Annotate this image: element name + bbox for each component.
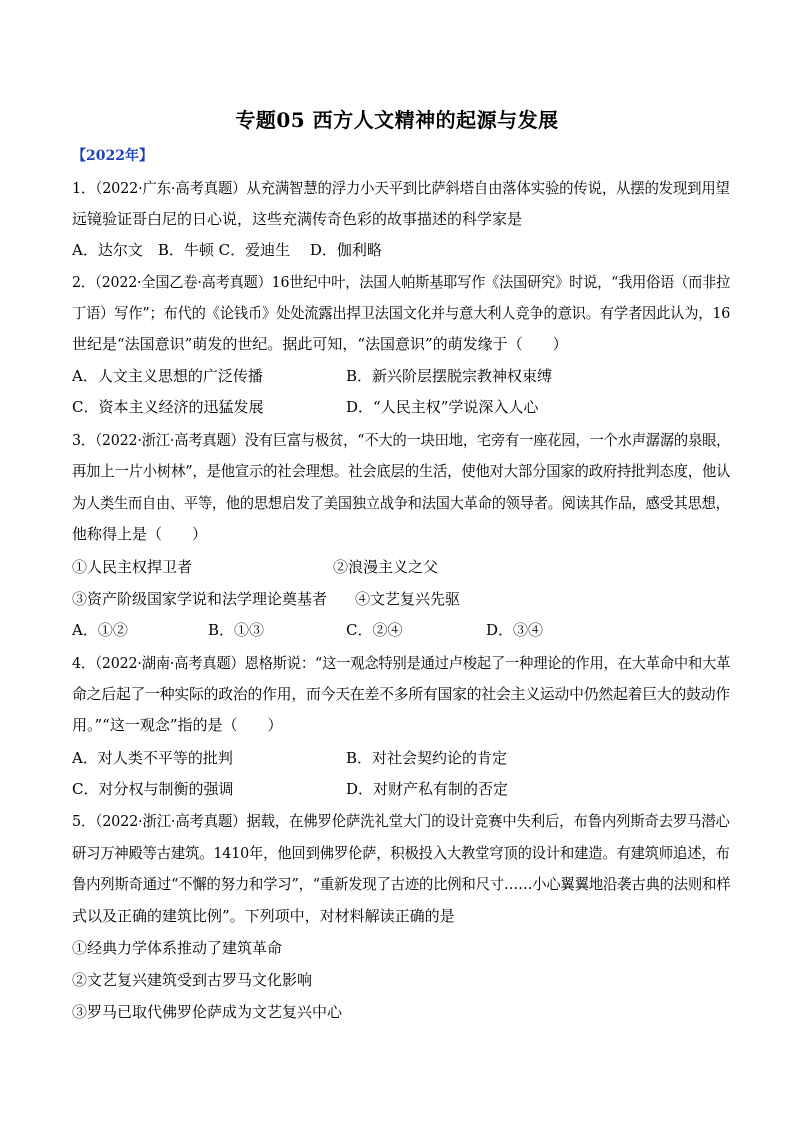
- question-2-text: 2．（2022·全国乙卷·高考真题）16世纪中叶，法国人帕斯基耶写作《法国研究》时说，“我用俗语（而非拉: [72, 273, 731, 291]
- question-4-option-b: B．对社会契约论的肯定: [346, 749, 508, 767]
- question-3-item-4: ④文艺复兴先驱: [355, 590, 461, 608]
- question-4-text: 用。”“这一观念”指的是（ ）: [72, 716, 283, 734]
- question-5-item-1: ①经典力学体系推动了建筑革命: [72, 939, 283, 957]
- question-3-item-1: ①人民主权捍卫者: [72, 558, 193, 576]
- question-3-option-d: D．③④: [486, 621, 544, 639]
- question-3-item-2: ②浪漫主义之父: [333, 558, 439, 576]
- question-2-text: 世纪是“法国意识”萌发的世纪。据此可知，“法国意识”的萌发缘于（ ）: [72, 335, 568, 353]
- question-3-text: 3．（2022·浙江·高考真题）没有巨富与极贫，“不大的一块田地，宅旁有一座花园，一个水声潺潺的泉眼，: [72, 431, 731, 449]
- question-5-text: 鲁内列斯奇通过“不懈的努力和学习”，“重新发现了古迹的比例和尺寸……小心翼翼地沿袭古典的法则和样: [72, 875, 731, 893]
- question-2-text: 丁语）写作”；布代的《论钱币》处处流露出捍卫法国文化并与意大利人竞争的意识。有学者因此认为，16: [72, 304, 731, 322]
- question-3-text: 再加上一片小树林”，是他宣示的社会理想。社会底层的生活，使他对大部分国家的政府持批判态度，他认: [72, 462, 731, 480]
- question-5-text: 式以及正确的建筑比例”。下列项中，对材料解读正确的是: [72, 907, 455, 925]
- question-2-option-b: B．新兴阶层摆脱宗教神权束缚: [346, 367, 553, 385]
- question-3-text: 他称得上是（ ）: [72, 525, 208, 543]
- question-4-text: 4．（2022·湖南·高考真题）恩格斯说：“这一观念特别是通过卢梭起了一种理论的作用，在大革命中和大革: [72, 654, 731, 672]
- question-5-text: 研习万神殿等古建筑。1410年，他回到佛罗伦萨，积极投入大教堂穹顶的设计和建造。有建筑师追述，布: [72, 844, 730, 862]
- question-2-option-d: D．“人民主权”学说深入人心: [346, 398, 539, 416]
- question-4-option-a: A．对人类不平等的批判: [72, 749, 233, 767]
- section-heading: 【2022年】: [72, 148, 153, 164]
- question-5-item-3: ③罗马已取代佛罗伦萨成为文艺复兴中心: [72, 1003, 343, 1021]
- question-3-option-c: C．②④: [346, 621, 403, 639]
- question-3-text: 为人类生而自由、平等，他的思想启发了美国独立战争和法国大革命的领导者。阅读其作品，感受其思想，: [72, 494, 730, 512]
- question-2-option-a: A．人文主义思想的广泛传播: [72, 367, 263, 385]
- question-4-option-c: C．对分权与制衡的强调: [72, 780, 234, 798]
- question-3-option-b: B．①③: [208, 621, 265, 639]
- question-1-text: 1．（2022·广东·高考真题）从充满智慧的浮力小天平到比萨斜塔自由落体实验的传说，从摆的发现到用望: [72, 179, 730, 197]
- question-5-item-2: ②文艺复兴建筑受到古罗马文化影响: [72, 971, 313, 989]
- question-3-item-3: ③资产阶级国家学说和法学理论奠基者: [72, 590, 328, 608]
- page-title: 专题05 西方人文精神的起源与发展: [235, 108, 559, 132]
- question-3-option-a: A．①②: [72, 621, 128, 639]
- question-1-options: A．达尔文 B．牛顿 C．爱迪生 D．伽利略: [72, 241, 382, 259]
- question-4-option-d: D．对财产私有制的否定: [346, 780, 509, 798]
- question-5-text: 5．（2022·浙江·高考真题）据载，在佛罗伦萨洗礼堂大门的设计竞赛中失利后，布鲁内列斯奇去罗马潜心: [72, 812, 730, 830]
- question-4-text: 命之后起了一种实际的政治的作用，而今天在差不多所有国家的社会主义运动中仍然起着巨大的鼓动作: [72, 685, 731, 703]
- question-1-text: 远镜验证哥白尼的日心说，这些充满传奇色彩的故事描述的科学家是: [72, 210, 523, 228]
- question-2-option-c: C．资本主义经济的迅猛发展: [72, 398, 264, 416]
